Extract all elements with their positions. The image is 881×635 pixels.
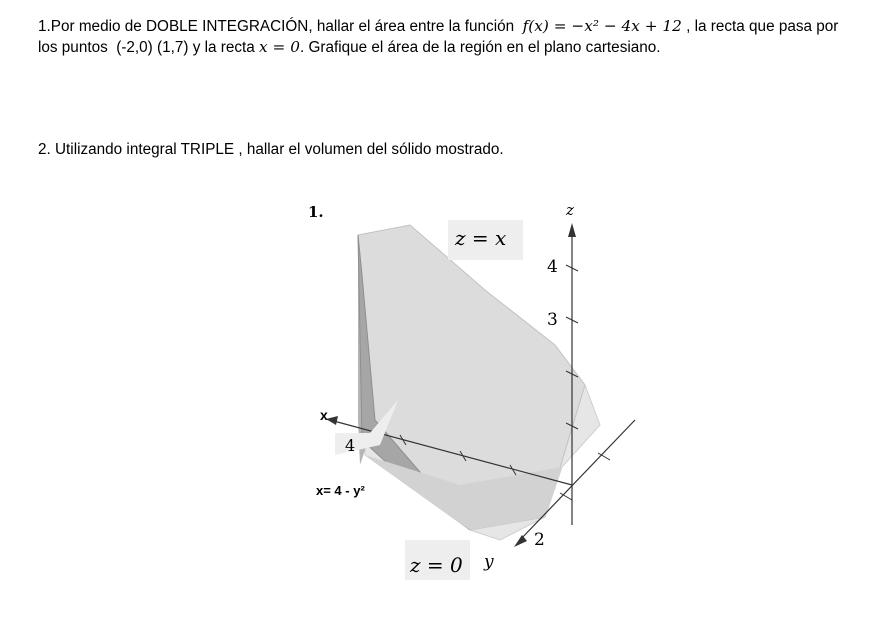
problem-2-text: 2. Utilizando integral TRIPLE , hallar el volumen del sólido mostrado. — [38, 141, 504, 158]
z-axis-arrow — [568, 223, 576, 237]
solid-figure — [300, 195, 650, 595]
line-points: (-2,0) (1,7) — [116, 39, 189, 56]
problem-1 — [38, 16, 858, 58]
y-tick-2-label: 2 — [534, 530, 545, 550]
y-axis-arrow — [514, 535, 527, 547]
z-tick-3-label: 3 — [547, 310, 558, 330]
vertical-line-expression: x = 0 — [259, 38, 300, 56]
problem-1-number: 1. — [38, 18, 51, 35]
y-axis-label: y — [484, 552, 494, 572]
problem-1-text-a: Por medio de DOBLE INTEGRACIÓN, hallar el área entre la función — [50, 18, 515, 35]
figure-number: 1. — [308, 203, 324, 221]
problem-1-text-d: . Grafique el área de la región en el plano cartesiano. — [299, 39, 661, 56]
x-tick-4-label: 4 — [345, 436, 356, 455]
surface-equation-label: x= 4 - y² — [316, 483, 365, 498]
x-axis-arrow — [326, 416, 338, 425]
problem-1-text-c: y la recta — [192, 39, 255, 56]
z-tick-4-label: 4 — [547, 257, 558, 277]
plane-top-label: z = x — [455, 226, 507, 250]
function-expression: f(x) = −x² − 4x + 12 — [522, 17, 682, 35]
x-axis-label: x — [320, 407, 328, 423]
problem-1-text — [38, 16, 858, 58]
solid-figure-svg — [300, 195, 650, 595]
z-axis-label: z — [566, 201, 574, 219]
plane-bottom-label: z = 0 — [410, 553, 463, 577]
problem-1-text-b: , la recta que pasa por los puntos — [38, 18, 839, 56]
